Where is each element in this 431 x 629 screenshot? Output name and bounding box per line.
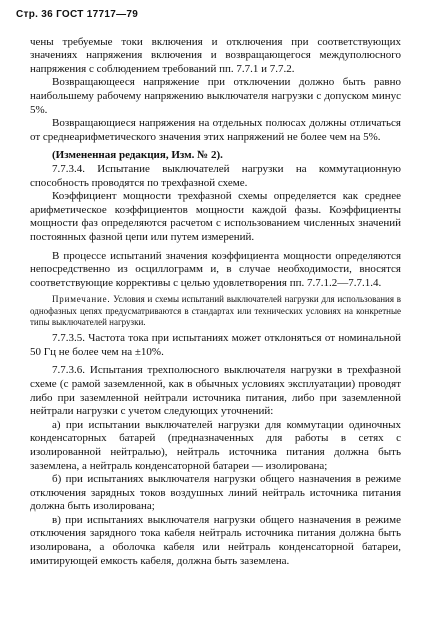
clause-7-7-3-5: 7.7.3.5. Частота тока при испытаниях может отклоняться от номинальной 50 Гц не более чем на ±10%. <box>30 332 401 358</box>
item-a: а) при испытании выключателей нагрузки для коммутации одиночных конденсаторных батарей (предназначенных для работы в сетях с изолированной нейтралью), нейтраль источника питания должна быть заземлена, а нейтраль конденсаторной батареи — изолирована; <box>30 418 401 472</box>
paragraph-return-voltage: Возвращающееся напряжение при отключении должно быть равно наибольшему рабочему напряжению выключателя нагрузки с допуском минус 5%. <box>30 76 401 116</box>
item-b: б) при испытаниях выключателя нагрузки общего назначения в режиме отключения зарядных токов воздушных линий нейтраль источника питания должна быть изолирована; <box>30 473 401 513</box>
paragraph-pole-voltages: Возвращающиеся напряжения на отдельных полюсах должны отличаться от среднеарифметического значения этих напряжений не более чем на 5%. <box>30 117 401 143</box>
note-text: Условия и схемы испытаний выключателей нагрузки для использования в однофазных цепях предусматриваются в стандартах или технических условиях на конкретные типы выключателей нагрузки. <box>30 294 402 327</box>
page-header: Стр. 36 ГОСТ 17717—79 <box>16 9 139 20</box>
clause-7-7-3-4: 7.7.3.4. Испытание выключателей нагрузки на коммутационную способность проводятся по трехфазной схеме. <box>30 162 401 189</box>
paragraph-continuation: чены требуемые токи включения и отключения при соответствующих значениях напряжения включения и возвращающегося междуполюсного напряжения с соблюдением требований пп. 7.7.1 и 7.7.2. <box>30 35 401 75</box>
item-c: в) при испытаниях выключателя нагрузки общего назначения в режиме отключения зарядного тока кабеля нейтраль источника питания должна быть изолирована, а оболочка кабеля или нейтраль конденсаторной батареи, имитирующей емкость кабеля, должна быть заземлена. <box>30 513 401 567</box>
amendment-note: (Измененная редакция, Изм. № 2). <box>52 149 223 162</box>
paragraph-oscillograms: В процессе испытаний значения коэффициента мощности определяются непосредственно из осциллограмм и, в случае необходимости, вносятся соответствующие коррективы с целью удовлетворения пп. 7.7.1.2—7.7.1.4. <box>30 249 401 289</box>
clause-7-7-3-6: 7.7.3.6. Испытания трехполюсного выключателя нагрузки в трехфазной схеме (с рамой заземленной, как в обычных условиях эксплуатации) проводят либо при заземленной нейтрали источника питания, либо при заземленной нейтрали нагрузки с учетом следующих уточнений: <box>30 364 401 418</box>
paragraph-power-factor: Коэффициент мощности трехфазной схемы определяется как среднее арифметическое коэффициентов мощности каждой фазы. Коэффициенты мощности фаз определяются расчетом с использованием численных значений постоянных фазной цепи или путем измерений. <box>30 190 401 243</box>
note-label: Примечание. <box>52 294 111 305</box>
note-block <box>30 294 401 328</box>
